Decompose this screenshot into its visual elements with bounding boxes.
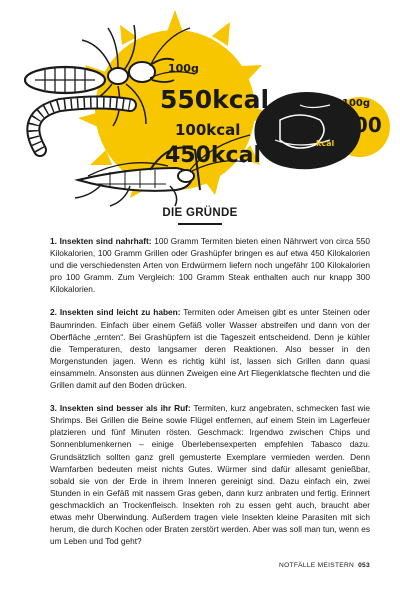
steak-weight-label: 100g <box>342 98 371 109</box>
article-body <box>50 235 370 558</box>
paragraph-lead: 2. Insekten sind leicht zu haben: <box>50 307 181 318</box>
page-footer <box>279 562 370 569</box>
paragraph-nutritious <box>50 235 370 295</box>
termites-kcal-label: 550kcal <box>160 85 270 114</box>
paragraph-text: 100 Gramm Termiten bieten einen Nährwert von circa 550 Kilokalorien, 100 Gramm Grillen oder Grashüpfer bringen es auf etwa 450 Kilokalorien und die verschiedensten Arten von Erdwürmern liefern noch ungefähr 100 Kilokalorien pro 100 Gramm. Zum Vergleich: 100 Gramm Steak enthalten auch nur knapp 300 Kilokalorien. <box>50 236 370 295</box>
paragraph-text: Termiten oder Ameisen gibt es unter Steinen oder Baumrinden. Einfach über einem Gefäß voller Wasser abstreifen und dann von der Oberfläche „ernten“. Bei Grashüpfern ist die Tageszeit entscheidend. Denn je kühler die Temperaturen, desto langsamer deren Reaktionen. Also besser in den Morgenstunden jagen. Wenn es richtig kühl ist, lassen sich Grillen dann quasi einsammeln. Ansonsten aus dünnen Zweigen eine Art Fliegenklatsche flechten und die Grillen damit auf den Boden drücken. <box>50 307 370 391</box>
paragraph-lead: 3. Insekten sind besser als ihr Ruf: <box>50 403 191 414</box>
paragraph-easy-to-get <box>50 306 370 391</box>
grasshopper-kcal-label: 100kcal <box>175 121 241 139</box>
insect-weight-label: 100g <box>168 62 199 75</box>
worm-kcal-label: 450kcal <box>165 143 261 168</box>
title-underline <box>178 223 222 225</box>
paragraph-text: Termiten, kurz angebraten, schmecken fast wie Shrimps. Bei Grillen die Beine sowie Flügel entfernen, auf einem Stein im Lagerfeuer platzieren und fünf Minuten rösten. Geschmack: Irgendwo zwischen Chips und Sonnenblumenkernen – einige Überlebensexperten empfehlen Tabasco dazu. Grundsätzlich sollten ganz grell gemusterte Exemplare vermieden werden. Denn Warnfarben bedeuten meist nichts Gutes. Würmer sind dafür allesamt genießbar, sobald sie von der Erde in ihrem Inneren gereinigt sind. Dazu einfach ein, zwei Stunden in ein Gefäß mit nassem Gras geben, dann kurz anbraten und fertig. Erinnert geschmacklich an Trockenfleisch. Insekten roh zu essen geht auch, braucht aber etwas mehr Überwindung. Außerdem tragen viele Insekten kleine Parasiten mit sich herum, die durch Kochen oder Braten zerstört werden. Aber was soll man tun, wenn es um Leben und Tod geht? <box>50 403 370 547</box>
page-number: 053 <box>358 562 370 569</box>
section-title: DIE GRÜNDE <box>162 207 238 219</box>
steak-kcal-value: 300 <box>340 113 382 137</box>
footer-section-name: NOTFÄLLE MEISTERN <box>279 562 355 569</box>
paragraph-better-reputation <box>50 402 370 547</box>
paragraph-lead: 1. Insekten sind nahrhaft: <box>50 236 152 246</box>
steak-kcal-unit: kcal <box>316 139 335 148</box>
insect-calorie-illustration <box>0 0 400 215</box>
